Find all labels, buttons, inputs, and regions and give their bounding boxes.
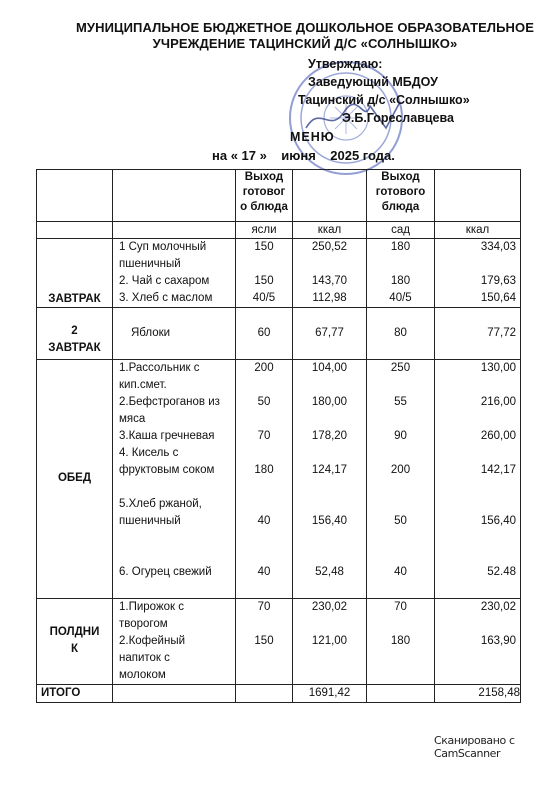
dish-line: молоком <box>119 669 166 681</box>
dish-line: 1.Рассольник с <box>119 362 200 374</box>
value: 70 <box>257 601 271 613</box>
dish-line: творогом <box>119 618 168 630</box>
value: 216,00 <box>480 396 516 408</box>
value <box>435 479 520 496</box>
dish-line: фруктовым соком <box>119 464 215 476</box>
dish-line: пшеничный <box>119 515 181 527</box>
meal-second-breakfast <box>37 308 113 360</box>
dish-line: мяса <box>119 413 146 425</box>
subhead-kcal-nursery: ккал <box>293 222 367 239</box>
dish-line: кип.смет. <box>119 379 167 391</box>
table-subhead-row <box>37 222 521 239</box>
head-yield-kindergarten <box>367 170 435 222</box>
head-text: о блюда <box>240 201 288 213</box>
value: 260,00 <box>480 430 516 442</box>
kcal-nursery-snack <box>293 599 367 685</box>
yield-kindergarten-lunch <box>367 360 435 599</box>
menu-date: на « 17 » июня 2025 года. <box>212 148 395 163</box>
dishes-second-breakfast <box>113 308 236 360</box>
value: 150 <box>254 635 274 647</box>
yield-nursery-second-breakfast <box>236 308 293 360</box>
total-kcal-kindergarten: 2158,48 <box>435 685 521 703</box>
value: 112,98 <box>312 292 347 304</box>
subhead-kindergarten: сад <box>367 222 435 239</box>
dish-line: Яблоки <box>131 327 171 339</box>
dish-line: 1.Пирожок с <box>119 601 185 613</box>
subhead-empty-meal <box>37 222 113 239</box>
head-empty-kcal2 <box>435 170 521 222</box>
yield-kindergarten-snack <box>367 599 435 685</box>
value <box>293 530 366 547</box>
value: 180 <box>390 241 411 253</box>
org-name-line2: УЧРЕЖДЕНИЕ ТАЦИНСКИЙ Д/С «СОЛНЫШКО» <box>152 36 458 51</box>
value: 163,90 <box>480 635 516 647</box>
value <box>236 547 292 564</box>
dish-line: 2.Кофейный <box>119 635 186 647</box>
value: 230,02 <box>480 601 516 613</box>
value <box>367 479 434 496</box>
value: 90 <box>394 430 407 442</box>
value <box>236 256 292 273</box>
meal-label: 2 <box>71 325 78 337</box>
head-yield-nursery <box>236 170 293 222</box>
value: 124,17 <box>311 464 348 476</box>
value: 156,40 <box>480 515 516 527</box>
dish-line: 3.Каша гречневая <box>119 430 215 442</box>
dish-line <box>113 479 235 496</box>
value: 40/5 <box>252 292 276 304</box>
yield-kindergarten-second-breakfast <box>367 308 435 360</box>
value <box>435 667 520 684</box>
value <box>435 496 520 513</box>
value <box>236 650 292 667</box>
value <box>293 377 366 394</box>
value <box>236 496 292 513</box>
approval-line2: Заведующий МБДОУ <box>308 75 438 89</box>
head-text: готового <box>375 186 426 198</box>
value <box>367 445 434 462</box>
value <box>293 650 366 667</box>
kcal-nursery-second-breakfast <box>293 308 367 360</box>
value <box>236 530 292 547</box>
subhead-kcal-kindergarten: ккал <box>435 222 521 239</box>
kcal-kindergarten-snack <box>435 599 521 685</box>
value <box>236 411 292 428</box>
total-empty-dish <box>113 685 236 703</box>
value <box>367 530 434 547</box>
head-empty-meal <box>37 170 113 222</box>
total-kcal-nursery: 1691,42 <box>293 685 367 703</box>
head-empty-kcal1 <box>293 170 367 222</box>
yield-nursery-lunch <box>236 360 293 599</box>
value: 130,00 <box>480 362 516 374</box>
value: 180 <box>390 635 411 647</box>
value: 67,77 <box>315 327 344 339</box>
value <box>367 616 434 633</box>
value <box>236 667 292 684</box>
value <box>367 256 434 273</box>
meal-label: К <box>70 642 79 655</box>
value <box>236 377 292 394</box>
meal-lunch: ОБЕД <box>37 360 113 599</box>
dish-line: 4. Кисель с <box>119 447 179 459</box>
value: 70 <box>394 601 407 613</box>
value: 121,00 <box>311 635 348 647</box>
value: 150 <box>254 241 274 253</box>
value: 230,02 <box>311 601 348 613</box>
value <box>293 411 366 428</box>
dish-line: пшеничный <box>119 258 181 270</box>
value: 60 <box>257 327 271 339</box>
value: 250 <box>390 362 411 374</box>
value: 40 <box>257 566 271 578</box>
head-text: Выход <box>244 171 284 183</box>
value: 334,03 <box>480 241 516 253</box>
yield-nursery-snack <box>236 599 293 685</box>
value: 40 <box>394 566 407 578</box>
table-row-snack <box>37 599 521 685</box>
approval-line4: Э.Б.Гореславцева <box>342 111 454 125</box>
dishes-snack <box>113 599 236 685</box>
value: 178,20 <box>311 430 348 442</box>
value <box>293 479 366 496</box>
value: 70 <box>257 430 271 442</box>
kcal-nursery-lunch <box>293 360 367 599</box>
value: 180 <box>390 275 411 287</box>
value: 143,70 <box>311 275 348 287</box>
value <box>293 547 366 564</box>
table-row-lunch <box>37 360 521 599</box>
head-text: Выход <box>381 171 420 183</box>
table-row-second-breakfast <box>37 308 521 360</box>
value: 200 <box>390 464 411 476</box>
value: 142,17 <box>480 464 516 476</box>
value <box>367 377 434 394</box>
yield-kindergarten-breakfast <box>367 239 435 308</box>
head-empty-dish <box>113 170 236 222</box>
value <box>293 496 366 513</box>
value: 50 <box>257 396 271 408</box>
dish-line <box>113 530 235 547</box>
value: 179,63 <box>480 275 516 287</box>
value: 180,00 <box>311 396 348 408</box>
table-head-row <box>37 170 521 222</box>
dishes-lunch <box>113 360 236 599</box>
total-empty-yield1 <box>236 685 293 703</box>
value: 55 <box>394 396 407 408</box>
value <box>435 256 520 273</box>
dish-line: 2. Чай с сахаром <box>119 275 210 287</box>
value: 180 <box>254 464 274 476</box>
value <box>236 479 292 496</box>
value: 200 <box>254 362 274 374</box>
value <box>435 547 520 564</box>
value <box>435 616 520 633</box>
dish-line: 2.Бефстроганов из <box>119 396 220 408</box>
value <box>367 496 434 513</box>
value <box>435 530 520 547</box>
dish-line: 5.Хлеб ржаной, <box>119 498 202 510</box>
value: 104,00 <box>311 362 348 374</box>
kcal-kindergarten-second-breakfast <box>435 308 521 360</box>
dish-line: напиток с <box>119 652 170 664</box>
value <box>367 547 434 564</box>
menu-title: МЕНЮ <box>290 130 335 144</box>
value <box>293 616 366 633</box>
dish-line: 6. Огурец свежий <box>119 566 212 578</box>
value <box>293 256 366 273</box>
menu-table <box>36 169 521 703</box>
scanner-watermark: Сканировано с CamScanner <box>434 734 515 760</box>
value: 40 <box>257 515 271 527</box>
value <box>293 667 366 684</box>
kcal-kindergarten-lunch <box>435 360 521 599</box>
head-text: блюда <box>381 201 420 213</box>
subhead-empty-dish <box>113 222 236 239</box>
value <box>435 650 520 667</box>
value <box>236 445 292 462</box>
approval-line1: Утверждаю: <box>308 57 383 71</box>
value: 156,40 <box>311 515 348 527</box>
value: 150,64 <box>480 292 516 304</box>
value: 52.48 <box>487 566 516 578</box>
total-empty-yield2 <box>367 685 435 703</box>
meal-label: ЗАВТРАК <box>48 342 101 354</box>
value <box>435 445 520 462</box>
value <box>293 445 366 462</box>
approval-line3: Тацинский д/с «Солнышко» <box>298 93 470 107</box>
dish-line: 3. Хлеб с маслом <box>119 292 213 304</box>
dishes-breakfast <box>113 239 236 308</box>
kcal-kindergarten-breakfast <box>435 239 521 308</box>
total-label: ИТОГО <box>37 685 113 703</box>
value <box>367 650 434 667</box>
meal-breakfast: ЗАВТРАК <box>37 239 113 308</box>
meal-label: ПОЛДНИ <box>49 625 100 638</box>
dish-line: 1 Суп молочный <box>119 241 207 253</box>
value <box>236 616 292 633</box>
value: 40/5 <box>389 292 412 304</box>
value <box>367 411 434 428</box>
value: 150 <box>254 275 274 287</box>
value: 80 <box>394 327 407 339</box>
value <box>435 377 520 394</box>
head-text: готовог <box>242 186 286 198</box>
value: 250,52 <box>311 241 348 253</box>
dish-line <box>113 547 235 564</box>
value: 50 <box>394 515 407 527</box>
kcal-nursery-breakfast <box>293 239 367 308</box>
yield-nursery-breakfast <box>236 239 293 308</box>
org-name-line1: МУНИЦИПАЛЬНОЕ БЮДЖЕТНОЕ ДОШКОЛЬНОЕ ОБРАЗОВАТЕЛЬНОЕ <box>75 20 535 35</box>
value <box>367 667 434 684</box>
meal-snack <box>37 599 113 685</box>
subhead-nursery: ясли <box>236 222 293 239</box>
value: 52,48 <box>315 566 344 578</box>
table-row-total <box>37 685 521 703</box>
value: 77,72 <box>487 327 516 339</box>
value <box>435 411 520 428</box>
table-row-breakfast <box>37 239 521 308</box>
